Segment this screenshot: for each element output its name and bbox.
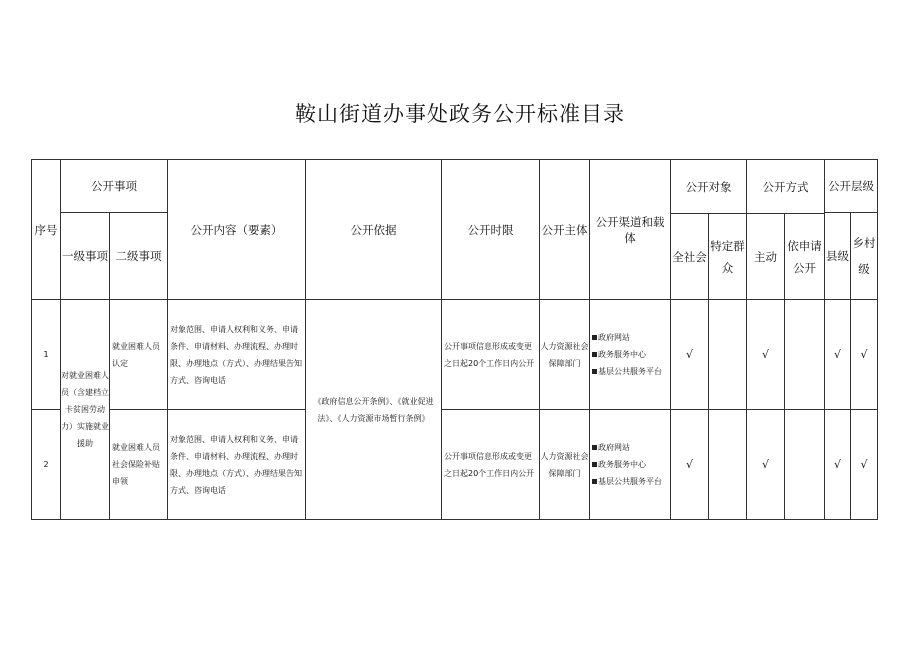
- row-content: 对象范围、申请人权利和义务、申请条件、申请材料、办理流程、办理时限、办理地点（方式）、办理结果告知方式、咨询电话: [168, 300, 306, 410]
- row-time-limit: 公开事项信息形成或变更之日起20个工作日内公开: [442, 300, 540, 410]
- check-level-township: √: [851, 300, 878, 410]
- header-subject: 公开主体: [540, 160, 590, 300]
- header-level1: 一级事项: [61, 213, 110, 300]
- check-level-township: √: [851, 410, 878, 520]
- channel-item: 基层公共服务平台: [592, 473, 670, 490]
- square-bullet-icon: [592, 445, 597, 450]
- channel-item: 基层公共服务平台: [592, 363, 670, 380]
- channel-item: 政务服务中心: [592, 456, 670, 473]
- channel-item: 政府网站: [592, 439, 670, 456]
- level1-item: 对就业困难人员（含建档立卡贫困劳动力）实施就业援助: [61, 300, 110, 520]
- check-mode-active: √: [747, 410, 785, 520]
- row-seq: 2: [32, 410, 61, 520]
- check-mode-request: [785, 410, 825, 520]
- header-level: 公开层级: [825, 160, 878, 213]
- basis: 《政府信息公开条例》、《就业促进法》、《人力资源市场暂行条例》: [306, 300, 442, 520]
- header-seq: 序号: [32, 160, 61, 300]
- row-subject: 人力资源社会保障部门: [540, 410, 590, 520]
- square-bullet-icon: [592, 479, 597, 484]
- header-target-specific: 特定群众: [709, 214, 747, 300]
- row-time-limit: 公开事项信息形成或变更之日起20个工作日内公开: [442, 410, 540, 520]
- row-level2: 就业困难人员认定: [110, 300, 168, 410]
- square-bullet-icon: [592, 462, 597, 467]
- row-channels: [590, 410, 671, 520]
- check-target-specific: [709, 300, 747, 410]
- page-title: 鞍山街道办事处政务公开标准目录: [295, 102, 625, 126]
- header-basis: 公开依据: [306, 160, 442, 300]
- row-seq: 1: [32, 300, 61, 410]
- header-level-county: 县级: [825, 213, 851, 300]
- disclosure-table: [31, 159, 878, 520]
- check-level-county: √: [825, 410, 851, 520]
- channel-item: 政务服务中心: [592, 346, 670, 363]
- square-bullet-icon: [592, 352, 597, 357]
- check-mode-request: [785, 300, 825, 410]
- header-item: 公开事项: [61, 160, 168, 213]
- check-target-all: √: [671, 410, 709, 520]
- channel-item: 政府网站: [592, 329, 670, 346]
- check-target-specific: [709, 410, 747, 520]
- check-level-county: √: [825, 300, 851, 410]
- row-content: 对象范围、申请人权利和义务、申请条件、申请材料、办理流程、办理时限、办理地点（方式）、办理结果告知方式、咨询电话: [168, 410, 306, 520]
- square-bullet-icon: [592, 369, 597, 374]
- table-row: [32, 300, 878, 410]
- row-channels: [590, 300, 671, 410]
- header-mode-active: 主动: [747, 214, 785, 300]
- header-target-all: 全社会: [671, 214, 709, 300]
- row-level2: 就业困难人员社会保险补贴申领: [110, 410, 168, 520]
- header-target: 公开对象: [671, 160, 747, 214]
- header-level-township: 乡村级: [851, 213, 878, 300]
- square-bullet-icon: [592, 335, 597, 340]
- row-subject: 人力资源社会保障部门: [540, 300, 590, 410]
- header-time-limit: 公开时限: [442, 160, 540, 300]
- check-target-all: √: [671, 300, 709, 410]
- header-mode-request: 依申请公开: [785, 214, 825, 300]
- header-content: 公开内容（要素）: [168, 160, 306, 300]
- header-mode: 公开方式: [747, 160, 825, 214]
- table-row: [32, 410, 878, 520]
- check-mode-active: √: [747, 300, 785, 410]
- header-channel: 公开渠道和载体: [590, 160, 671, 300]
- header-level2: 二级事项: [110, 213, 168, 300]
